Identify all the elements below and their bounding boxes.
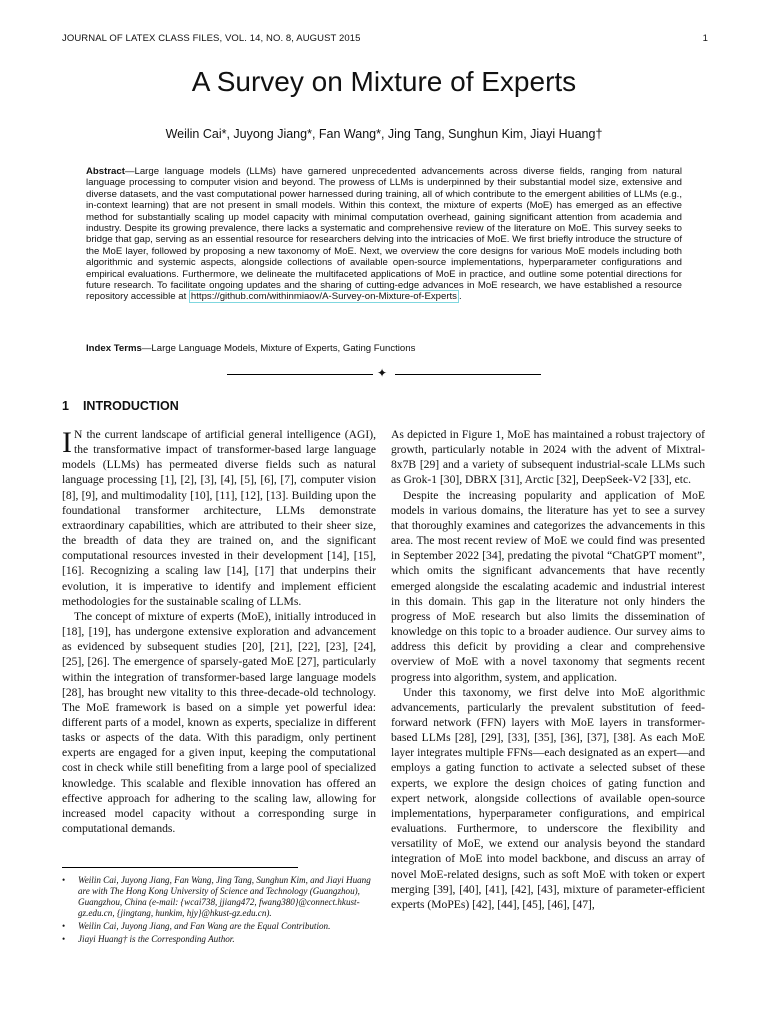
dropcap: I [62,426,72,459]
intro-paragraph-1-text: N the current landscape of artificial general intelligence (AGI), the transformative impact of transformer-based large language models (LLMs) has permeated diverse fields such as natural language processing [1], [2], [3], [4], [5], [6], [7], computer vision [8], [9], and multimodality [10], [11], [12], [13]. Building upon the foundational transformer architecture, LLMs demonstrate extraordinary capabilities, which are attributed to their sheer size, the breadth of data they are trained on, and the significant computational resources invested in their development [14], [15], [16]. Recognizing a scaling law [14], [17] that underpins their evolution, it is imperative to identify and implement efficient methodologies for the sustainable scaling of LLMs. [62,428,376,608]
footnote-corresponding-author: • Jiayi Huang† is the Corresponding Author. [62,934,376,945]
abstract-end: . [458,291,462,303]
index-terms-label: Index Terms [86,343,142,354]
paper-title: A Survey on Mixture of Experts [191,66,577,97]
intro-paragraph-5: Under this taxonomy, we first delve into MoE algorithmic advancements, particularly the prevalent substitution of feed-forward network (FFN) layers with MoE layers in transformer-based LLMs [28], [29], [33], [35], [36], [37], [38]. As each MoE layer integrates multiple FFNs—each designated as an expert—and employs a gating function to activate a selected subset of these experts, we explore the design choices of gating function and expert network, alongside collections of available open-source implementations, hyperparameter configurations, and empirical evaluations. Furthermore, to underscore the flexibility and versatility of MoE, we extend our analysis beyond the standard integration of MoE into model backbone, and discuss an array of novel MoE-related designs, such as soft MoE with token or expert merging [39], [40], [41], [42], [43], mixture of parameter-efficient experts (MoPEs) [42], [44], [45], [46], [47], [391,685,705,911]
divider-rule-right [395,374,541,375]
footnotes [62,875,376,946]
page-number: 1 [702,33,708,44]
divider-rule-left [227,374,373,375]
index-terms-text: —Large Language Models, Mixture of Experts, Gating Functions [141,343,416,354]
section-heading [62,399,179,413]
right-column [391,427,705,912]
intro-paragraph-3: As depicted in Figure 1, MoE has maintained a robust trajectory of growth, particularly notable in 2024 with the advent of Mixtral-8x7B [29] and a variety of subsequent industrial-scale LLMs such as Grok-1 [30], DBRX [31], Arctic [32], DeepSeek-V2 [33], etc. [391,428,705,487]
repository-link[interactable]: https://github.com/withinmiaov/A-Survey-on-Mixture-of-Experts [190,291,457,303]
intro-paragraph-2: The concept of mixture of experts (MoE), initially introduced in [18], [19], has undergone extensive exploration and advancement as evidenced by subsequent studies [20], [21], [22], [23], [24], [25], [26]. The emergence of sparsely-gated MoE [27], particularly within the integration of transformer-based large language models [28], has brought new vitality to this three-decade-old technology. The MoE framework is based on a simple yet powerful idea: different parts of a model, known as experts, specialize in different tasks or aspects of the data. With this paradigm, only pertinent experts are engaged for a given input, keeping the computational cost in check while still benefiting from a large pool of specialized knowledge. This scalable and flexible innovation has offered an effective approach for adhering to the scaling law, allowing for increased model capacity without a corresponding surge in computational demands. [62,609,376,836]
section-title: INTRODUCTION [82,399,179,413]
abstract [86,166,682,303]
left-column [62,427,376,836]
abstract-label: Abstract [86,166,125,177]
footnote-affiliation: • Weilin Cai, Juyong Jiang, Fan Wang, Jing Tang, Sunghun Kim, and Jiayi Huang are with The Hong Kong University of Science and Technology (Guangzhou), Guangzhou, China (e-mail: {wcai738, jjiang472, fwang380}@connect.hkust-gz.edu.cn, {jingtang, hunkim, hjy}@hkust-gz.edu.cn). [62,875,376,919]
footnote-rule [62,867,298,868]
divider-ornament-icon: ✦ [377,366,388,380]
intro-paragraph-4: Despite the increasing popularity and application of MoE models in various domains, the literature has yet to see a survey that thoroughly examines and categorizes the advancements in this area. The most recent review of MoE we could find was presented in September 2022 [34], predating the pivotal “ChatGPT moment”, which omits the significant advancements that have recently emerged alongside the escalating academic and industrial interest in this domain. This gap in the literature not only hinders the progress of MoE research but also limits the dissemination of knowledge on this topic to a broader audience. Our survey aims to address this deficit by providing a clear and comprehensive overview of MoE with a novel taxonomy that segments recent progress into algorithm, system, and application. [391,488,705,684]
author-list: Weilin Cai*, Juyong Jiang*, Fan Wang*, Jing Tang, Sunghun Kim, Jiayi Huang† [165,127,603,141]
footnote-equal-contribution: • Weilin Cai, Juyong Jiang, and Fan Wang are the Equal Contribution. [62,921,376,932]
running-head [62,33,708,44]
section-number: 1 [62,399,69,413]
abstract-text: —Large language models (LLMs) have garnered unprecedented advancements across diverse fields, ranging from natural language processing to computer vision and beyond. The prowess of LLMs is underpinned by their substantial model size, extensive and diverse datasets, and the vast computational power harnessed during training, all of which contribute to the emergent abilities of LLMs (e.g., in-context learning) that are not present in small models. Within this context, the mixture of experts (MoE) has emerged as an effective method for substantially scaling up model capacity with minimal computation overhead, gaining significant attention from academia and industry. Despite its growing prevalence, there lacks a systematic and comprehensive review of the literature on MoE. This survey seeks to bridge that gap, serving as an essential resource for researchers delving into the intricacies of MoE. We first briefly introduce the structure of the MoE layer, followed by proposing a new taxonomy of MoE. Next, we overview the core designs for various MoE models including both algorithmic and systemic aspects, alongside collections of available open-source implementations, hyperparameter configurations and empirical evaluations. Furthermore, we delineate the multifaceted applications of MoE in practice, and outline some potential directions for future research. To facilitate ongoing updates and the sharing of cutting-edge advances in MoE research, we have established a resource repository accessible at [86,166,682,303]
journal-name: JOURNAL OF LATEX CLASS FILES, VOL. 14, NO. 8, AUGUST 2015 [62,33,361,44]
intro-paragraph-1 [62,427,376,609]
index-terms [86,343,682,354]
section-divider [227,366,541,381]
